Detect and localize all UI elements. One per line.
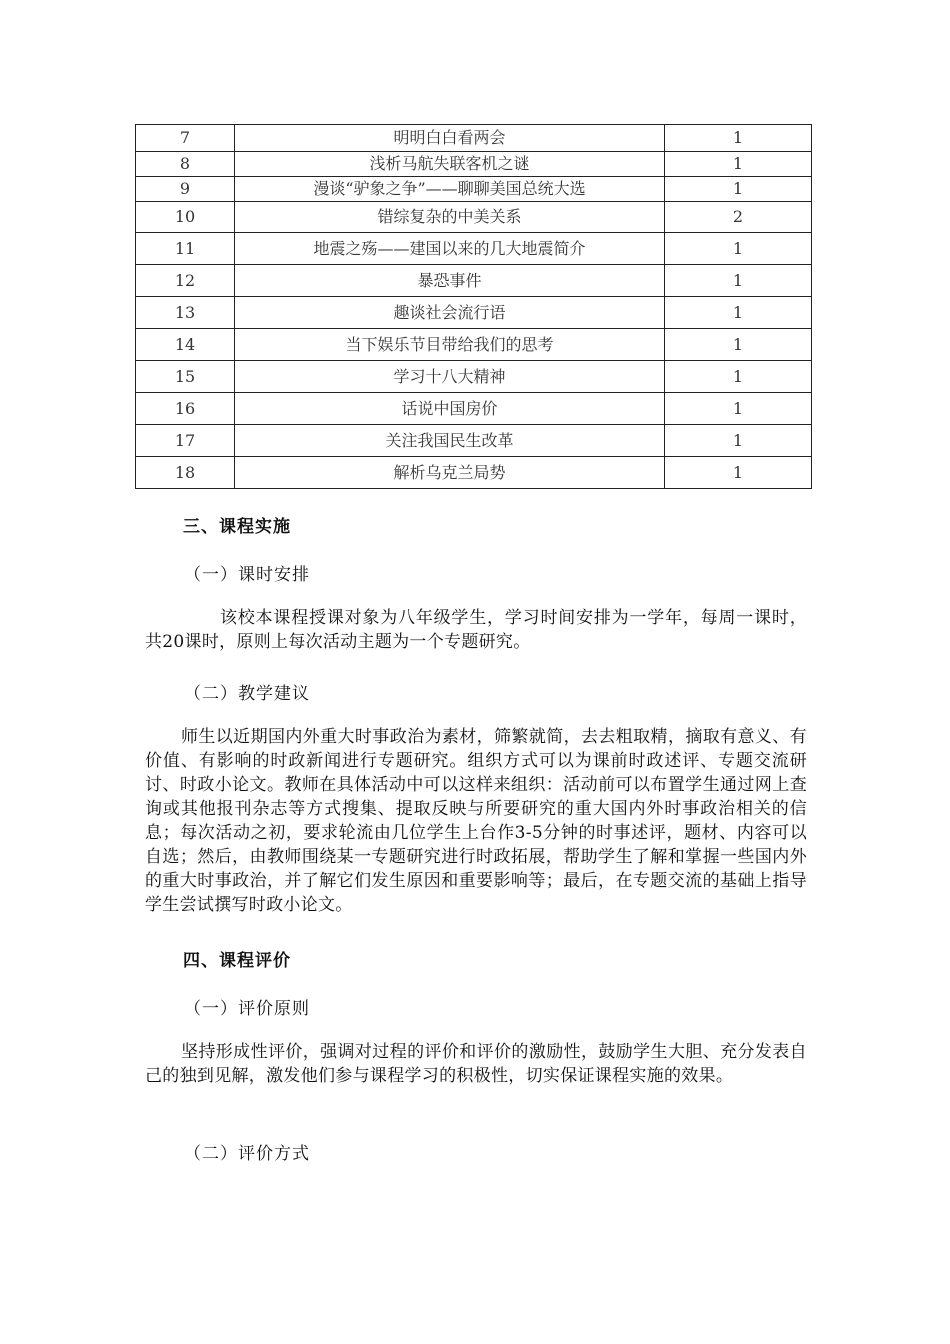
- table-row: [136, 457, 812, 489]
- row-number: 7: [136, 125, 235, 152]
- class-hours: 1: [665, 361, 812, 393]
- topic-title: 关注我国民生改革: [235, 425, 665, 457]
- class-hours: 1: [665, 297, 812, 329]
- class-hours: 2: [665, 202, 812, 233]
- subsection-heading: （一）课时安排: [184, 565, 310, 585]
- class-hours: 1: [665, 425, 812, 457]
- topic-title: 话说中国房价: [235, 393, 665, 425]
- topic-title: 趣谈社会流行语: [235, 297, 665, 329]
- table-row: [136, 177, 812, 202]
- row-number: 13: [136, 297, 235, 329]
- class-hours: 1: [665, 393, 812, 425]
- row-number: 16: [136, 393, 235, 425]
- row-number: 17: [136, 425, 235, 457]
- subsection-heading: （二）教学建议: [184, 684, 310, 704]
- table-row: [136, 152, 812, 177]
- row-number: 10: [136, 202, 235, 233]
- class-hours: 1: [665, 152, 812, 177]
- class-hours: 1: [665, 457, 812, 489]
- class-hours: 1: [665, 177, 812, 202]
- row-number: 8: [136, 152, 235, 177]
- paragraph: 该校本课程授课对象为八年级学生，学习时间安排为一学年，每周一课时，共20课时，原则上每次活动主题为一个专题研究。: [145, 608, 807, 652]
- topic-title: 明明白白看两会: [235, 125, 665, 152]
- table-row: [136, 329, 812, 361]
- class-hours: 1: [665, 125, 812, 152]
- topic-title: 浅析马航失联客机之谜: [235, 152, 665, 177]
- topic-title: 漫谈“驴象之争”——聊聊美国总统大选: [235, 177, 665, 202]
- row-number: 15: [136, 361, 235, 393]
- row-number: 12: [136, 265, 235, 297]
- table-row: [136, 233, 812, 265]
- class-hours: 1: [665, 265, 812, 297]
- row-number: 9: [136, 177, 235, 202]
- row-number: 14: [136, 329, 235, 361]
- topic-title: 当下娱乐节目带给我们的思考: [235, 329, 665, 361]
- table-row: [136, 125, 812, 152]
- topic-title: 学习十八大精神: [235, 361, 665, 393]
- class-hours: 1: [665, 233, 812, 265]
- table-row: [136, 202, 812, 233]
- subsection-heading: （一）评价原则: [184, 999, 310, 1019]
- table-row: [136, 361, 812, 393]
- paragraph: 师生以近期国内外重大时事政治为素材，筛繁就简，去去粗取精，摘取有意义、有价值、有影响的时政新闻进行专题研究。组织方式可以为课前时政述评、专题交流研讨、时政小论文。教师在具体活动中可以这样来组织：活动前可以布置学生通过网上查询或其他报刊杂志等方式搜集、提取反映与所要研究的重大国内外时事政治相关的信息；每次活动之初，要求轮流由几位学生上台作3-5分钟的时事述评，题材、内容可以自选；然后，由教师围绕某一专题研究进行时政拓展，帮助学生了解和掌握一些国内外的重大时事政治，并了解它们发生原因和重要影响等；最后，在专题交流的基础上指导学生尝试撰写时政小论文。: [145, 727, 807, 915]
- topic-table-body: [136, 125, 812, 489]
- table-row: [136, 297, 812, 329]
- topic-table: [135, 124, 812, 489]
- section-heading: 四、课程评价: [183, 951, 291, 971]
- topic-title: 暴恐事件: [235, 265, 665, 297]
- paragraph: 坚持形成性评价，强调对过程的评价和评价的激励性，鼓励学生大胆、充分发表自己的独到见解，激发他们参与课程学习的积极性，切实保证课程实施的效果。: [145, 1042, 807, 1086]
- table-row: [136, 425, 812, 457]
- row-number: 11: [136, 233, 235, 265]
- class-hours: 1: [665, 329, 812, 361]
- table-row: [136, 393, 812, 425]
- section-heading: 三、课程实施: [183, 517, 291, 537]
- table-row: [136, 265, 812, 297]
- topic-title: 解析乌克兰局势: [235, 457, 665, 489]
- topic-title: 错综复杂的中美关系: [235, 202, 665, 233]
- topic-title: 地震之殇——建国以来的几大地震简介: [235, 233, 665, 265]
- row-number: 18: [136, 457, 235, 489]
- subsection-heading: （二）评价方式: [184, 1144, 310, 1164]
